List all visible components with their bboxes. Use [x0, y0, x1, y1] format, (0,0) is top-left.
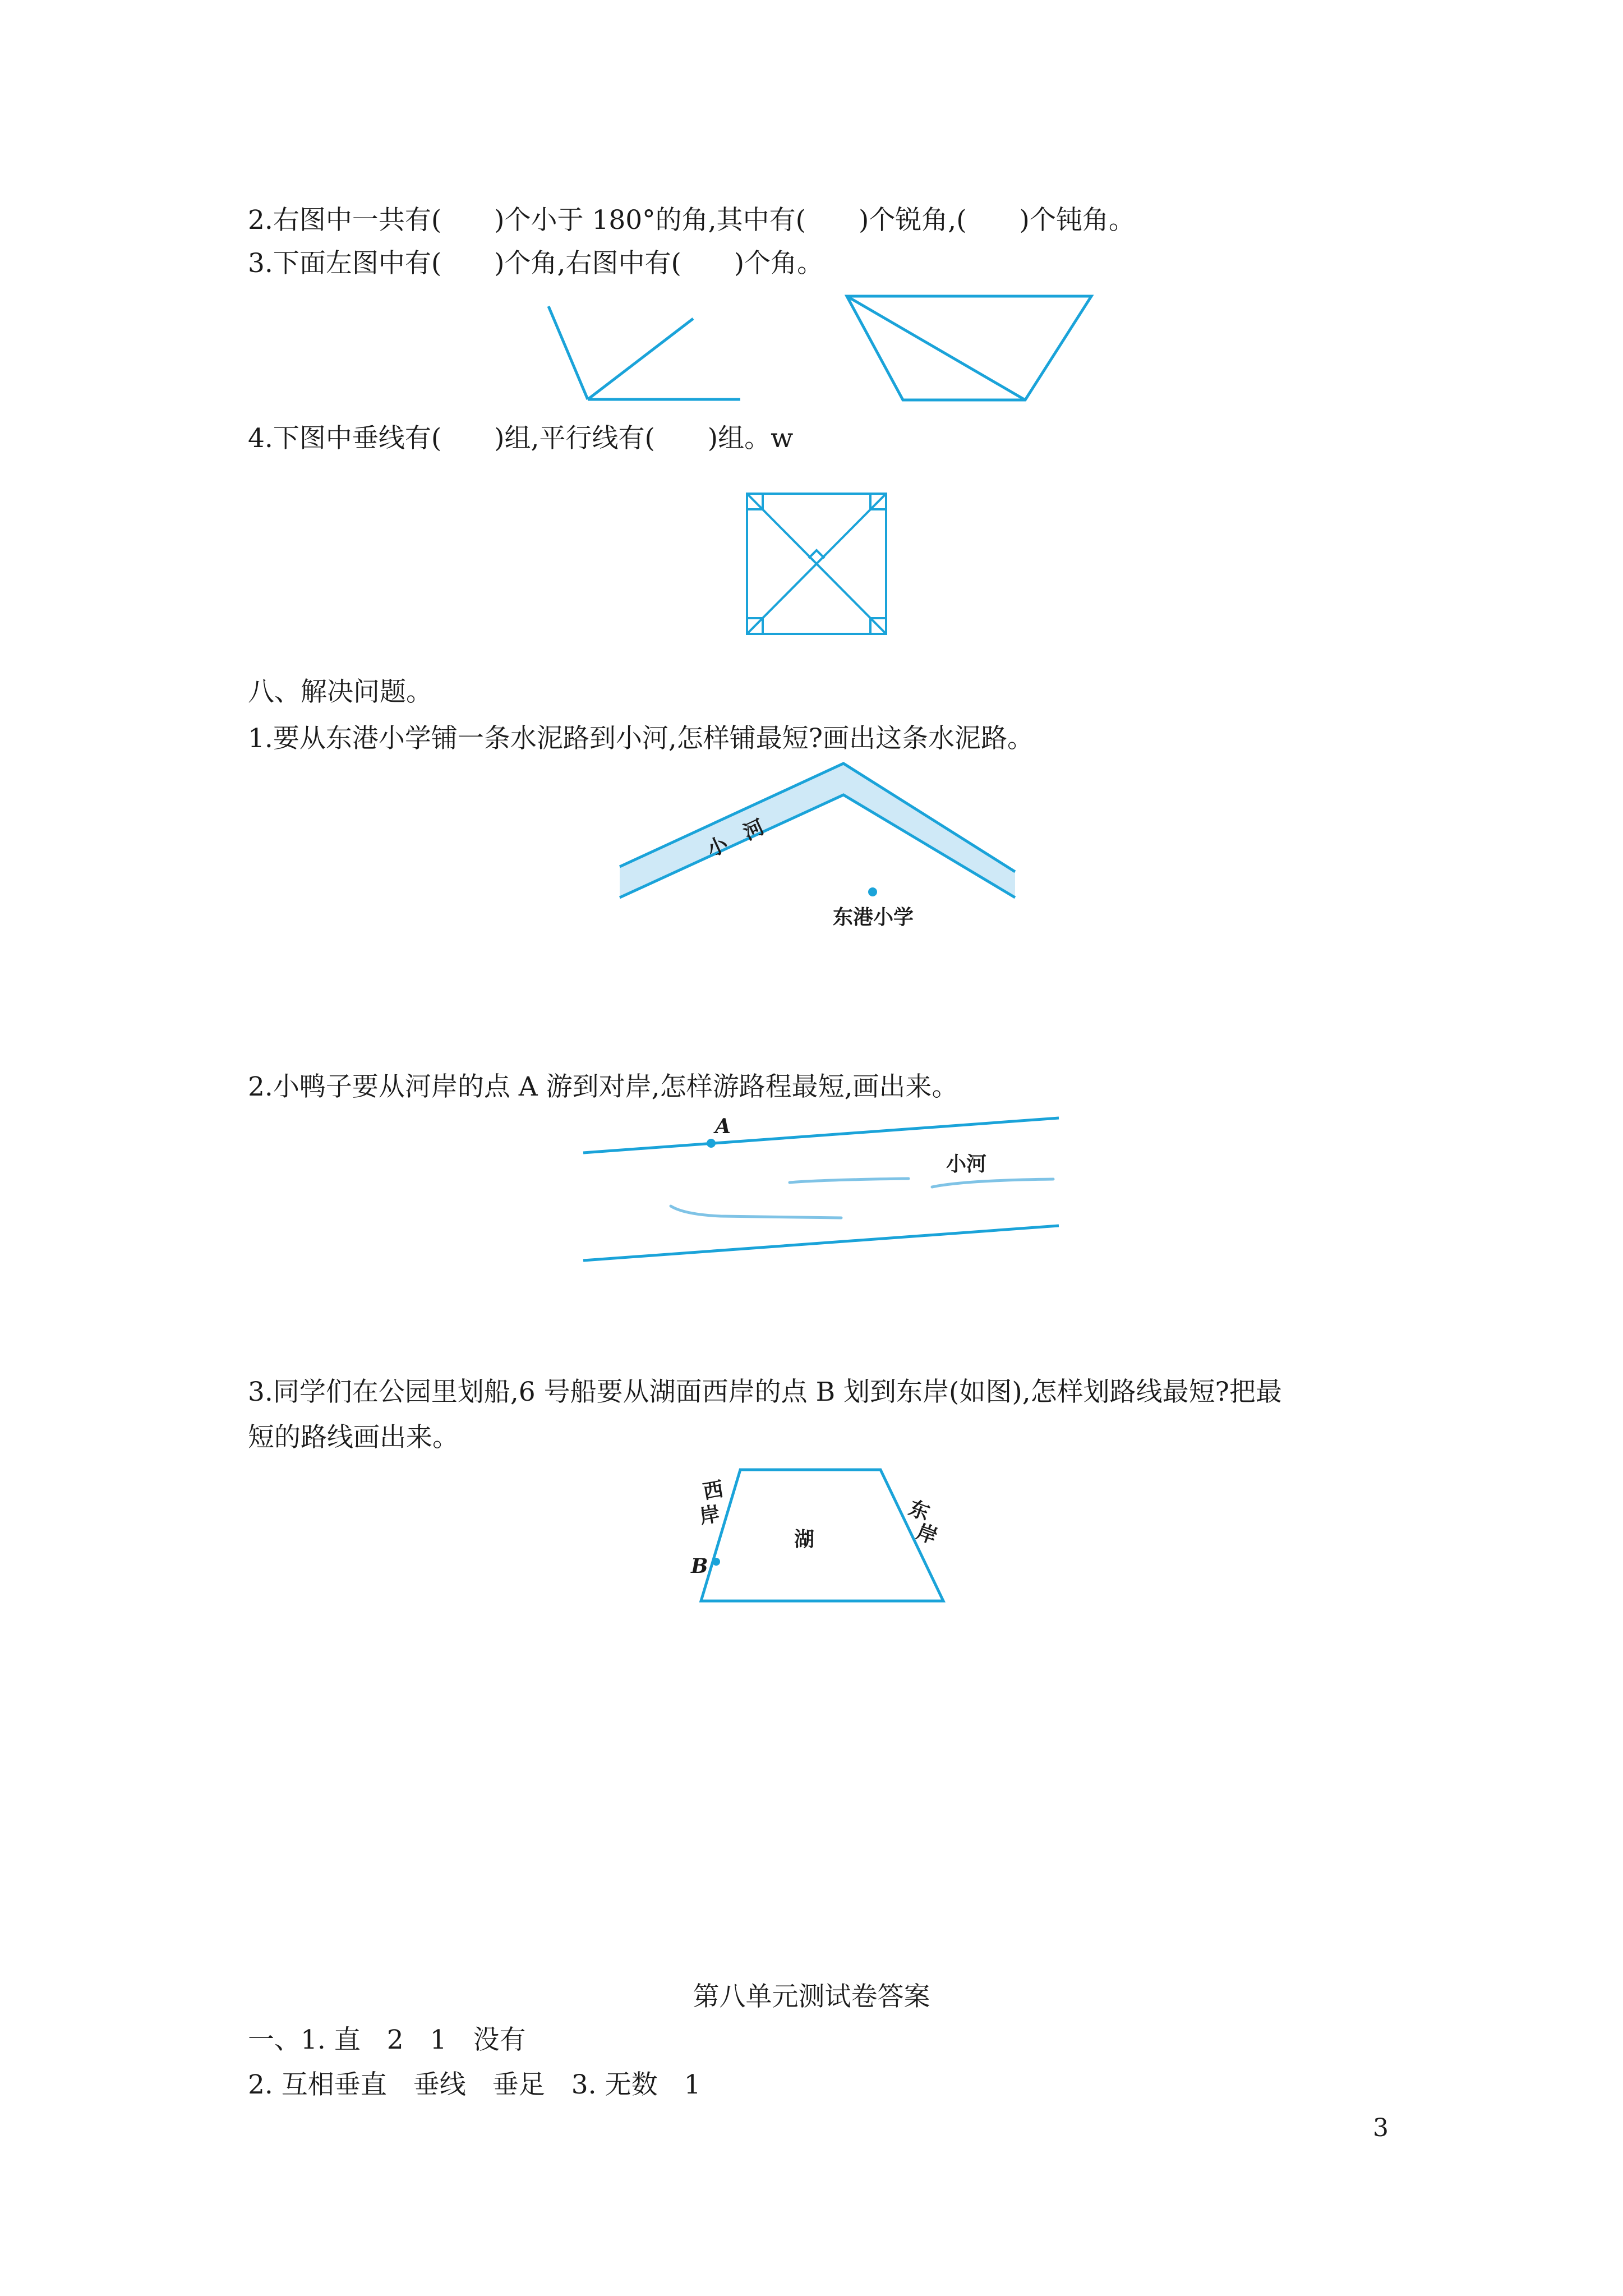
point-b	[712, 1558, 720, 1566]
answers-line-2: 2. 互相垂直 垂线 垂足 3. 无数 1	[248, 2069, 701, 2100]
question-4: 4.下图中垂线有( )组,平行线有( )组。w	[248, 423, 794, 454]
point-a	[707, 1139, 716, 1148]
figure-river-school	[611, 760, 1026, 928]
point-b-label: B	[691, 1554, 708, 1578]
school-label: 东港小学	[833, 906, 914, 929]
school-point	[868, 887, 877, 896]
point-a-label: A	[715, 1115, 731, 1138]
answers-line-1: 一、1. 直 2 1 没有	[248, 2024, 526, 2055]
problem-3-line-1: 3.同学们在公园里划船,6 号船要从湖面西岸的点 B 划到东岸(如图),怎样划路线最短?把最	[248, 1377, 1282, 1407]
question-3: 3.下面左图中有( )个角,右图中有( )个角。	[248, 248, 824, 279]
page-number: 3	[1373, 2114, 1389, 2142]
river-label: 小河	[946, 1153, 987, 1176]
figure-duck-river	[578, 1108, 1071, 1271]
problem-2: 2.小鸭子要从河岸的点 A 游到对岸,怎样游路程最短,画出来。	[248, 1071, 958, 1102]
west-bank-char-2: 岸	[698, 1502, 722, 1529]
figure-square-diagonals	[745, 491, 888, 636]
river-label-char-2: 河	[740, 815, 768, 845]
east-bank-char-2: 岸	[913, 1520, 940, 1549]
figure-angles-left	[538, 303, 746, 404]
question-2: 2.右图中一共有( )个小于 180°的角,其中有( )个锐角,( )个钝角。	[248, 205, 1135, 236]
east-bank-char-1: 东	[905, 1496, 933, 1525]
lake-label: 湖	[794, 1528, 815, 1551]
problem-1: 1.要从东港小学铺一条水泥路到小河,怎样铺最短?画出这条水泥路。	[248, 723, 1034, 754]
section-8-heading: 八、解决问题。	[248, 677, 432, 707]
west-bank-char-1: 西	[701, 1478, 726, 1504]
figure-trapezoid-angles	[841, 292, 1099, 404]
river-label-char-1: 小	[703, 832, 732, 862]
answers-title: 第八单元测试卷答案	[693, 1981, 930, 2012]
problem-3-line-2: 短的路线画出来。	[248, 1422, 459, 1453]
figure-lake	[684, 1464, 959, 1607]
